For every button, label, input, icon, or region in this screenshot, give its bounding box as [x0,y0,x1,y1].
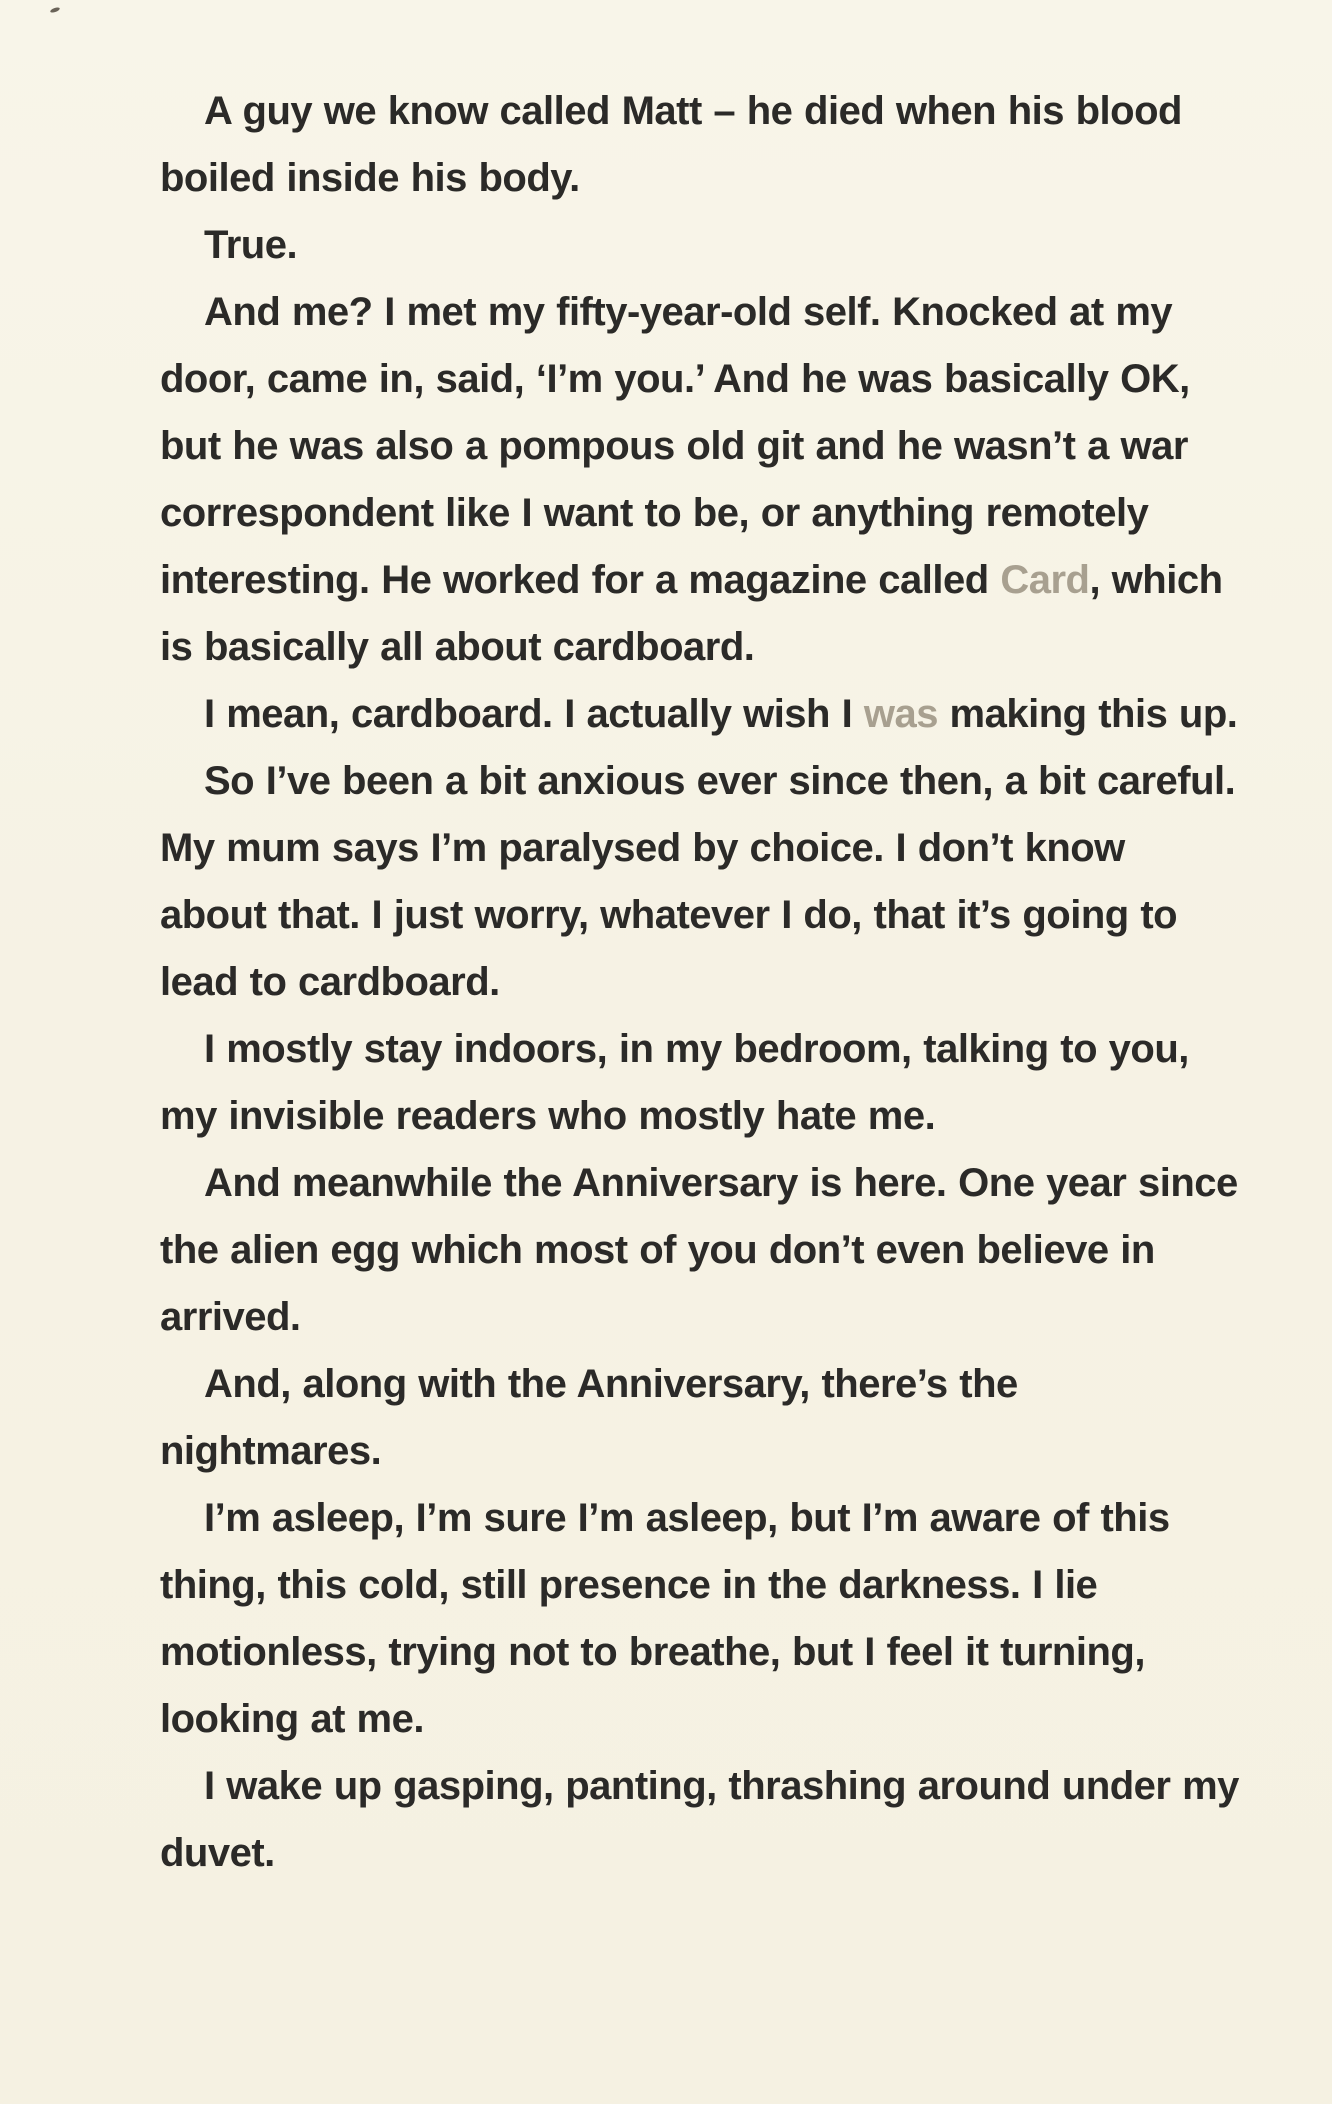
paragraph-1: A guy we know called Matt – he died when his blood boiled inside his body. [160,89,1182,200]
paragraph-4 [160,681,1240,748]
paragraph-3-text-b: , which is basically all about cardboard. [160,558,1223,669]
paragraph-4-text-b: making this up. [937,692,1238,736]
paragraph-5: So I’ve been a bit anxious ever since then, a bit careful. My mum says I’m paralysed by choice. I don’t know about that. I just worry, whatever I do, that it’s going to lead to cardboard. [160,759,1236,1004]
paragraph-8: And, along with the Anniversary, there’s the nightmares. [160,1362,1018,1473]
ink-speck [50,6,61,13]
body-text [160,78,1240,1887]
paragraph-10: I wake up gasping, panting, thrashing around under my duvet. [160,1764,1239,1875]
faint-word-card: Card [1000,558,1090,602]
paragraph-7: And meanwhile the Anniversary is here. One year since the alien egg which most of you don’t even believe in arrived. [160,1161,1238,1339]
paragraph-2: True. [204,223,298,267]
faint-word-was: was [863,692,938,736]
paragraph-4-text-a: I mean, cardboard. I actually wish I [204,692,864,736]
paragraph-9: I’m asleep, I’m sure I’m asleep, but I’m aware of this thing, this cold, still presence in the darkness. I lie motionless, trying not to breathe, but I feel it turning, looking at me. [160,1496,1170,1741]
paragraph-6: I mostly stay indoors, in my bedroom, talking to you, my invisible readers who mostly hate me. [160,1027,1189,1138]
paragraph-3 [160,279,1240,681]
paragraph-3-text-a: And me? I met my fifty-year-old self. Knocked at my door, came in, said, ‘I’m you.’ And he was basically OK, but he was also a pompous old git and he wasn’t a war correspondent like I want to be, or anything remotely interesting. He worked for a magazine called [160,290,1190,602]
